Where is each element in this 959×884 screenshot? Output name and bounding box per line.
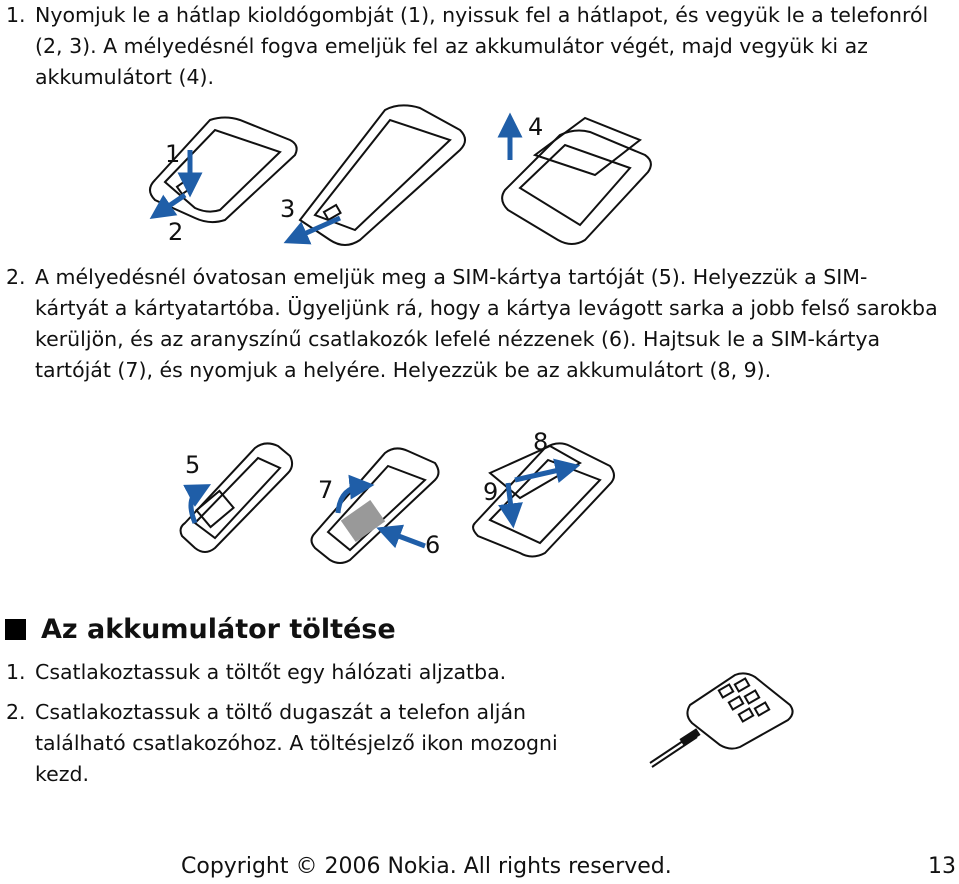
charging-step-2: [0, 697, 620, 786]
heading-text: Az akkumulátor töltése: [41, 614, 396, 645]
sim-insertion-illustration: [170, 428, 650, 568]
charging-step-1-number: 1.: [6, 660, 26, 684]
figure-label-1: 1: [165, 140, 181, 168]
charging-step-2-text: Csatlakoztassuk a töltő dugaszát a telefon alján található csatlakozóhoz. A töltésjelző ikon mozogni kezd.: [35, 700, 558, 786]
battery-removal-illustration: [140, 100, 660, 255]
page-footer: [0, 851, 959, 883]
figure-label-4: 4: [528, 113, 544, 141]
battery-press-arrow-icon: [508, 483, 512, 516]
figure-label-2: 2: [168, 218, 184, 246]
keypad-icon: [719, 679, 769, 722]
section-heading: [0, 610, 600, 650]
copyright-text: Copyright © 2006 Nokia. All rights reserved.: [181, 854, 672, 879]
step-2-paragraph: [0, 262, 959, 422]
charger-illustration: [640, 665, 800, 775]
heading-bullet-icon: [5, 619, 26, 640]
figure-label-3: 3: [280, 195, 296, 223]
figure-label-9: 9: [483, 478, 499, 506]
sim-card: [341, 500, 385, 542]
step-1-text: Nyomjuk le a hátlap kioldógombját (1), nyissuk fel a hátlapot, és vegyük le a telefonról (2, 3). A mélyedésnél fogva emeljük fel az akkumulátor végét, majd vegyük ki az akkumulátort (4).: [35, 3, 929, 89]
charging-step-1-text: Csatlakoztassuk a töltőt egy hálózati aljzatba.: [35, 660, 507, 684]
step-2-number: 2.: [6, 265, 26, 289]
sim-insert-arrow-icon: [388, 532, 425, 546]
figure-label-8: 8: [533, 428, 549, 456]
charging-step-2-number: 2.: [6, 700, 26, 724]
charger-plug-icon: [679, 728, 700, 746]
step-1-paragraph: [0, 0, 959, 95]
step-2-text: A mélyedésnél óvatosan emeljük meg a SIM-kártya tartóját (5). Helyezzük a SIM-kártyát a kártyatartóba. Ügyeljünk rá, hogy a kártya levágott sarka a jobb felső sarokba kerüljön, és az aranyszínű csatlakozók lefelé nézzenek (6). Hajtsuk le a SIM-kártya tartóját (7), és nyomjuk a helyére. Helyezzük be az akkumulátort (8, 9).: [35, 265, 938, 382]
charging-step-1: [0, 657, 620, 689]
step-1-number: 1.: [6, 3, 26, 27]
figure-label-6: 6: [425, 531, 441, 559]
figure-label-7: 7: [318, 476, 334, 504]
figure-label-5: 5: [185, 451, 201, 479]
phone-battery-drawing: [502, 118, 651, 244]
page-number: 13: [928, 854, 956, 879]
